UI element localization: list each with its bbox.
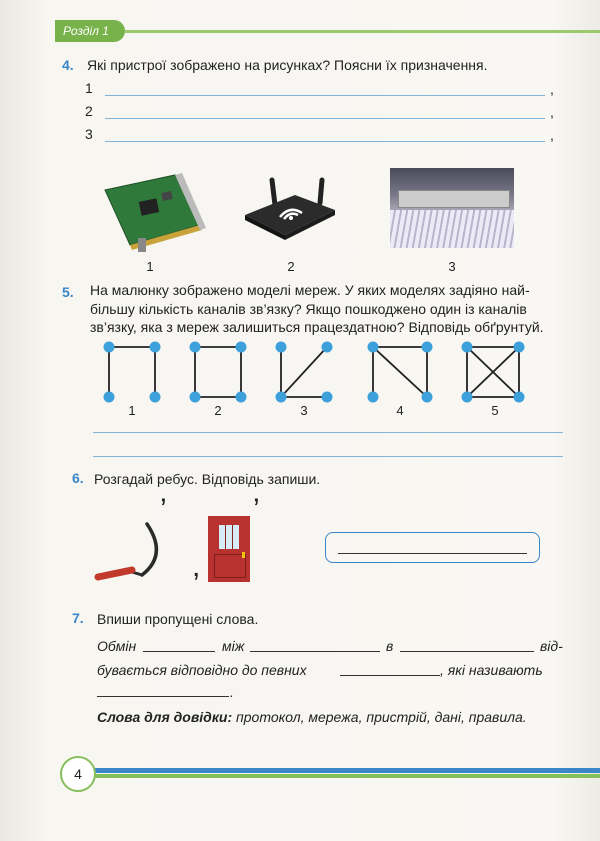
q7-blank-5[interactable] [97,696,229,697]
q5-text-line-1: На малюнку зображено моделі мереж. У яких моделях задіяно най- [90,282,530,298]
q5-number: 5. [62,284,74,300]
network-card-image [100,170,210,255]
section-header-line [125,30,600,33]
q7-blank-1[interactable] [143,651,215,652]
q5-answer-line-1[interactable] [93,432,563,433]
q4-comma-1: , [550,81,554,97]
q4-line-label-3: 3 [85,126,93,142]
door-image [208,516,250,582]
q5-caption-2: 2 [214,403,222,418]
section-tab: Розділ 1 [55,20,125,42]
q7-hint-words: протокол, мережа, пристрій, дані, правила. [236,709,527,725]
q5-caption-1: 1 [128,403,136,418]
q7-word-buvaietsia: бувається відповідно до певних [97,662,307,678]
q4-caption-3: 3 [448,259,456,274]
q6-number: 6. [72,470,84,486]
q7-word-vid: від- [540,638,563,654]
q7-word-obmin: Обмін [97,638,137,654]
q4-caption-1: 1 [146,259,154,274]
q4-answer-line-1[interactable] [105,95,545,96]
q4-number: 4. [62,57,74,73]
q4-comma-2: , [550,104,554,120]
q7-word-v: в [386,638,394,654]
footer-bar-green [88,774,600,778]
q4-caption-2: 2 [287,259,295,274]
q7-word-mizh: між [222,638,245,654]
q7-hint-label: Слова для довідки: [97,709,233,725]
q4-answer-line-2[interactable] [105,118,545,119]
q5-caption-4: 4 [396,403,404,418]
q5-text-line-3: зв’язку, яка з мереж залишиться працездатною? Відповідь обґрунтуй. [90,319,544,335]
q7-blank-4[interactable] [340,675,440,676]
q4-text: Які пристрої зображено на рисунках? Поясни їх призначення. [87,57,488,73]
q7-word-nazyvaiut: , які називають [440,662,543,678]
q7-period: . [230,684,234,700]
page-number: 4 [60,756,96,792]
q5-text-line-2: більшу кількість каналів зв’язку? Якщо пошкоджено один із каналів [90,301,527,317]
q4-line-label-2: 2 [85,103,93,119]
patch-panel-image [390,168,514,248]
q5-caption-3: 3 [300,403,308,418]
q5-caption-5: 5 [491,403,499,418]
q7-number: 7. [72,610,84,626]
rebus-apostrophe-2: ’ [253,493,260,526]
q5-answer-line-2[interactable] [93,456,563,457]
q7-hint [97,708,527,727]
q4-answer-line-3[interactable] [105,141,545,142]
footer-bar-blue [88,768,600,773]
q6-answer-box[interactable] [325,532,540,563]
router-image [240,175,340,245]
q7-text: Впиши пропущені слова. [97,611,259,627]
q7-blank-3[interactable] [400,651,534,652]
network-models-diagram [95,335,535,407]
q4-line-label-1: 1 [85,80,93,96]
q6-answer-line [338,553,527,554]
q4-comma-3: , [550,127,554,143]
q7-blank-2[interactable] [250,651,380,652]
q6-text: Розгадай ребус. Відповідь запиши. [94,471,321,487]
sickle-image [92,520,167,582]
rebus-comma: , [192,550,201,583]
rebus-apostrophe-1: ’ [160,493,167,526]
